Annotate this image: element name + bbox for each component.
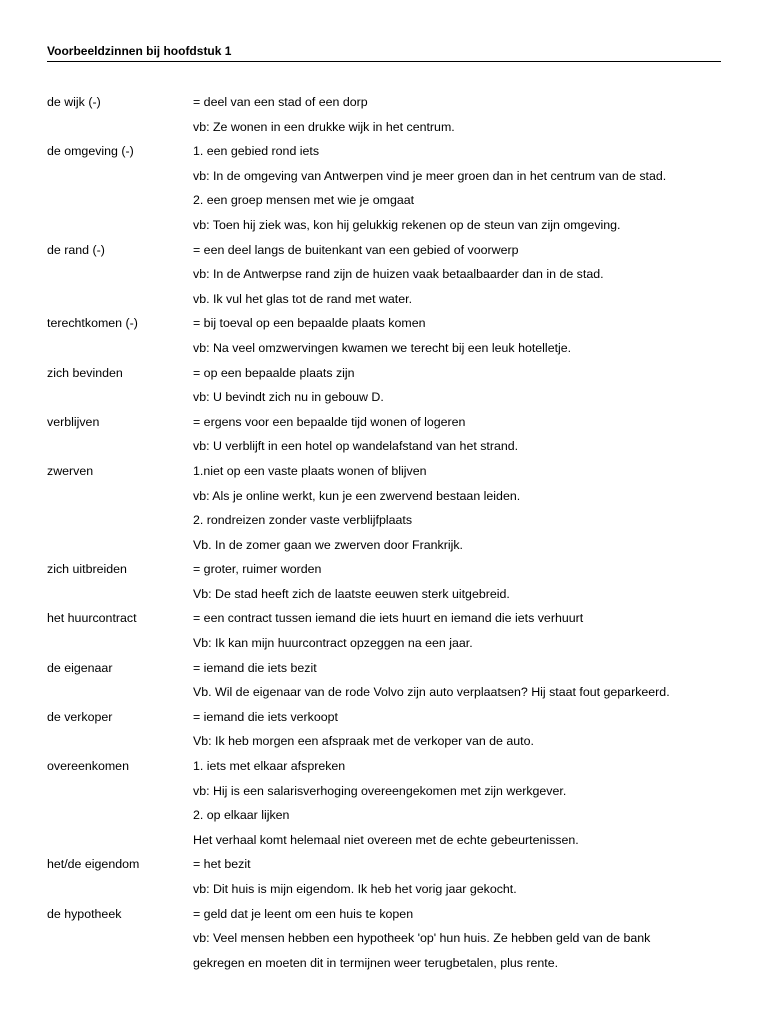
entry-continuation [47,434,727,459]
definition-or-example: = een deel langs de buitenkant van een gebied of voorwerp [193,242,519,257]
vocabulary-term: de hypotheek [47,906,122,921]
entry-continuation [47,779,727,804]
vocabulary-entry [47,90,727,115]
definition-or-example: = deel van een stad of een dorp [193,95,368,109]
vocabulary-term: de wijk (-) [47,95,101,109]
entry-continuation [47,336,727,361]
entry-continuation [47,951,727,976]
definition-or-example: = het bezit [193,857,251,872]
vocabulary-entry [47,852,727,877]
definition-or-example: = iemand die iets verkoopt [193,709,338,724]
definition-or-example: = een contract tussen iemand die iets huurt en iemand die iets verhuurt [193,611,584,626]
definition-or-example: 1. iets met elkaar afspreken [193,759,346,774]
definition-or-example: = ergens voor een bepaalde tijd wonen of logeren [193,414,466,429]
entry-continuation [47,287,727,312]
definition-or-example: Vb. In de zomer gaan we zwerven door Frankrijk. [193,537,463,552]
vocabulary-entry [47,656,727,681]
definition-or-example: vb: In de omgeving van Antwerpen vind je meer groen dan in het centrum van de stad. [193,168,667,183]
vocabulary-list [47,90,727,975]
entry-continuation [47,484,727,509]
entry-continuation [47,164,727,189]
entry-continuation [47,631,727,656]
definition-or-example: vb: Als je online werkt, kun je een zwervend bestaan leiden. [193,488,521,503]
entry-continuation [47,926,727,951]
entry-continuation [47,877,727,902]
vocabulary-term: de verkoper [47,709,113,724]
definition-or-example: 2. rondreizen zonder vaste verblijfplaats [193,513,413,528]
entry-continuation [47,115,727,140]
vocabulary-term: verblijven [47,414,100,429]
page-title: Voorbeeldzinnen bij hoofdstuk 1 [47,44,232,58]
vocabulary-term: de rand (-) [47,242,105,257]
definition-or-example: vb: Dit huis is mijn eigendom. Ik heb het vorig jaar gekocht. [193,882,517,896]
vocabulary-entry [47,557,727,582]
vocabulary-entry [47,705,727,730]
vocabulary-entry [47,311,727,336]
entry-continuation [47,385,727,410]
vocabulary-entry [47,606,727,631]
definition-or-example: vb: In de Antwerpse rand zijn de huizen vaak betaalbaarder dan in de stad. [193,267,604,282]
definition-or-example: Het verhaal komt helemaal niet overeen met de echte gebeurtenissen. [193,832,579,847]
entry-continuation [47,213,727,238]
definition-or-example: vb. Ik vul het glas tot de rand met water. [193,291,413,306]
entry-continuation [47,803,727,828]
definition-or-example: Vb. Wil de eigenaar van de rode Volvo zijn auto verplaatsen? Hij staat fout geparkeerd. [193,685,670,700]
vocabulary-entry [47,754,727,779]
entry-continuation [47,508,727,533]
definition-or-example: 2. een groep mensen met wie je omgaat [193,193,415,208]
definition-or-example: Vb: Ik kan mijn huurcontract opzeggen na een jaar. [193,636,473,651]
definition-or-example: Vb: Ik heb morgen een afspraak met de verkoper van de auto. [193,734,534,749]
definition-or-example: vb: Ze wonen in een drukke wijk in het centrum. [193,119,455,134]
vocabulary-term: het/de eigendom [47,857,140,872]
vocabulary-entry [47,459,727,484]
definition-or-example: 1.niet op een vaste plaats wonen of blijven [193,463,427,478]
definition-or-example: = iemand die iets bezit [193,660,317,675]
entry-continuation [47,188,727,213]
definition-or-example: vb: Veel mensen hebben een hypotheek 'op' hun huis. Ze hebben geld van de bank [193,931,651,946]
vocabulary-term: de eigenaar [47,660,113,675]
vocabulary-entry [47,139,727,164]
definition-or-example: = bij toeval op een bepaalde plaats komen [193,316,426,331]
definition-or-example: vb: Hij is een salarisverhoging overeengekomen met zijn werkgever. [193,783,567,798]
definition-or-example: vb: Toen hij ziek was, kon hij gelukkig rekenen op de steun van zijn omgeving. [193,217,621,232]
vocabulary-term: zich uitbreiden [47,562,127,577]
vocabulary-term: terechtkomen (-) [47,316,138,331]
definition-or-example: Vb: De stad heeft zich de laatste eeuwen sterk uitgebreid. [193,586,510,601]
entry-continuation [47,582,727,607]
title-underline [47,61,721,62]
definition-or-example: = op een bepaalde plaats zijn [193,365,355,380]
vocabulary-entry [47,410,727,435]
definition-or-example: gekregen en moeten dit in termijnen weer terugbetalen, plus rente. [193,955,559,970]
entry-continuation [47,533,727,558]
entry-continuation [47,680,727,705]
vocabulary-entry [47,361,727,386]
definition-or-example: 1. een gebied rond iets [193,144,320,159]
definition-or-example: 2. op elkaar lijken [193,808,290,823]
definition-or-example: vb: U verblijft in een hotel op wandelafstand van het strand. [193,439,519,454]
definition-or-example: vb: Na veel omzwervingen kwamen we terecht bij een leuk hotelletje. [193,340,572,355]
entry-continuation [47,828,727,853]
vocabulary-term: zwerven [47,463,94,478]
definition-or-example: = geld dat je leent om een huis te kopen [193,906,414,921]
vocabulary-term: het huurcontract [47,611,137,626]
definition-or-example: vb: U bevindt zich nu in gebouw D. [193,390,384,405]
vocabulary-entry [47,238,727,263]
entry-continuation [47,729,727,754]
vocabulary-term: zich bevinden [47,365,123,380]
entry-continuation [47,262,727,287]
vocabulary-term: de omgeving (-) [47,144,134,159]
vocabulary-entry [47,902,727,927]
vocabulary-term: overeenkomen [47,759,129,774]
definition-or-example: = groter, ruimer worden [193,562,322,577]
